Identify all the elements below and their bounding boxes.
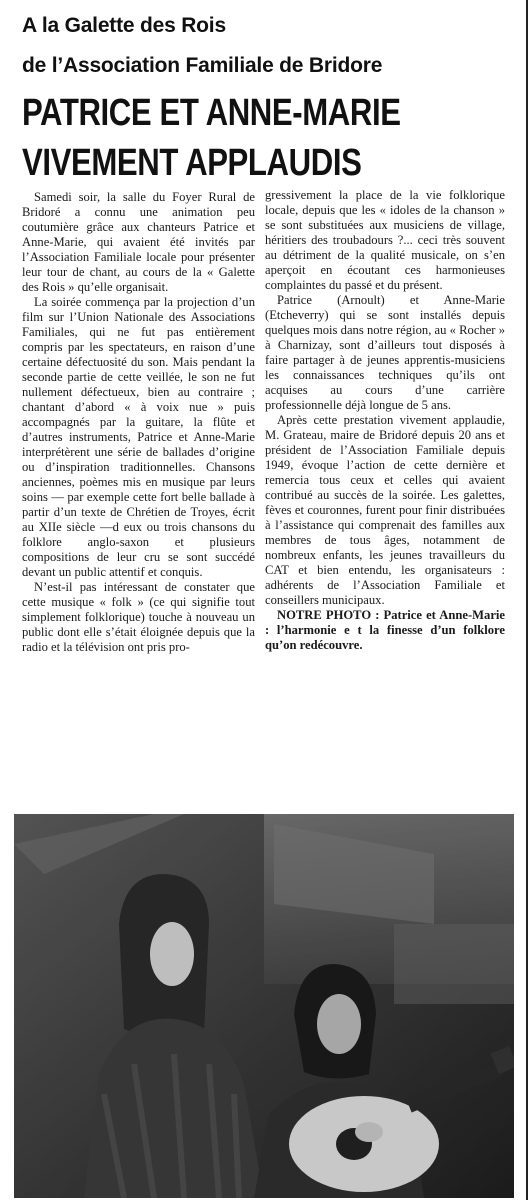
article-photo	[14, 814, 514, 1198]
paragraph: Après cette prestation vivement applaudie, M. Grateau, maire de Bridoré depuis 20 ans et président de l’Association Familiale depuis 1949, évoque l’action de cette dernière et remercia tous ceux et celles qui avaient contribué au succès de la soirée. Les galettes, fèves et couronnes, furent pour finir distribuées à l’assistance qui comprenait des familles aux membres de tous âges, notamment de nombreux enfants, les jeunes travailleurs du CAT et bien entendu, les organisateurs : adhérents de l’Association Familiale et conseillers municipaux.	[265, 413, 505, 607]
paragraph: N’est-il pas intéressant de constater que cette musique « folk » (ce qui signifie tout simplement folklorique) touche à nouveau un public dont elle s’était éloignée depuis que la radio et la télévision ont pris pro-	[22, 580, 255, 654]
kicker-line-2: de l’Association Familiale de Bridore	[22, 54, 383, 77]
body-column-left	[22, 190, 255, 655]
headline-line-2: VIVEMENT APPLAUDIS	[22, 142, 362, 184]
paragraph: La soirée commença par la projection d’un film sur l’Union Nationale des Associations Familiales, qui ne fut pas entièrement compris par les spectateurs, en raison d’une certaine défectuosité du son. Mais pendant la seconde partie de cette veillée, le son ne fut nullement défectueux, bien au contraire ; chantant d’abord « à voix nue » puis accompagnés par la guitare, la flûte et d’autres instruments, Patrice et Anne-Marie interprétèrent une série de ballades d’origine ou d’inspiration traditionnelles. Chansons anciennes, poèmes mis en musique par leurs soins — par exemple cette fort belle ballade à partir d’un texte de Chrétien de Troyes, écrit au XIIe siècle —d eux ou trois chansons du folklore anglo-saxon et plusieurs compositions de leur cru se sont succédé devant un public attentif et conquis.	[22, 295, 255, 579]
headline-line-1: PATRICE ET ANNE-MARIE	[22, 92, 401, 134]
photo-caption: NOTRE PHOTO : Patrice et Anne-Marie : l’harmonie e t la finesse d’un folklore qu’on redécouvre.	[265, 608, 505, 652]
paragraph: Patrice (Arnoult) et Anne-Marie (Etcheverry) qui se sont installés depuis quelques mois dans notre région, au « Rocher » à Charnizay, sont d’ailleurs tout disposés à faire partager à de jeunes apprentis-musiciens les connaissances techniques qu’ils ont acquises au cours d’une carrière professionnelle déjà longue de 5 ans.	[265, 293, 505, 412]
photo-illustration	[14, 814, 514, 1198]
kicker-line-1: A la Galette des Rois	[22, 14, 226, 37]
paragraph: gressivement la place de la vie folklorique locale, depuis que les « idoles de la chanson » se sont substituées aux musiciens de village, héritiers des troubadours ?... ceci très souvent au détriment de la qualité musicale, on s’en aperçoit en écoutant ces harmonieuses complaintes du passé et du présent.	[265, 188, 505, 292]
paragraph: Samedi soir, la salle du Foyer Rural de Bridoré a connu une animation peu coutumière grâce aux chanteurs Patrice et Anne-Marie, qui avaient été invités par l’Association Familiale locale pour présenter leur tour de chant, au cours de la « Galette des Rois » qu’elle organisait.	[22, 190, 255, 294]
column-rule	[526, 0, 528, 1200]
body-column-right	[265, 188, 505, 653]
